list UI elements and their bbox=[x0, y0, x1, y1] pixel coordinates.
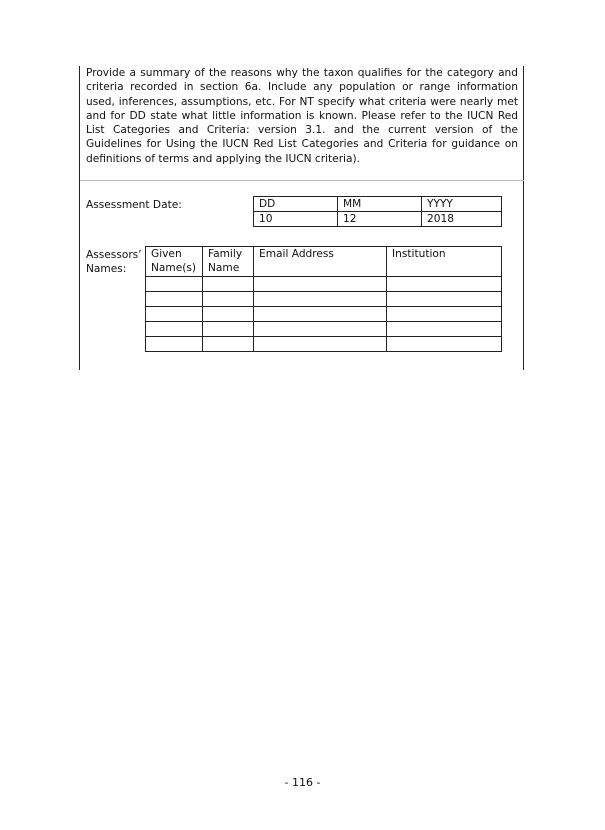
email-cell[interactable] bbox=[254, 277, 387, 292]
section-divider bbox=[80, 180, 524, 181]
date-header-yyyy: YYYY bbox=[422, 197, 502, 212]
assessment-date-table bbox=[253, 196, 502, 227]
family-name-cell[interactable] bbox=[203, 307, 254, 322]
date-value-dd[interactable]: 10 bbox=[254, 212, 338, 227]
email-cell[interactable] bbox=[254, 292, 387, 307]
assessors-label-line2: Names: bbox=[86, 263, 127, 275]
given-name-cell[interactable] bbox=[146, 277, 203, 292]
date-header-row bbox=[254, 197, 502, 212]
page-number: - 116 - bbox=[284, 776, 321, 789]
given-name-cell[interactable] bbox=[146, 292, 203, 307]
assessors-label-line1: Assessors’ bbox=[86, 249, 142, 261]
email-cell[interactable] bbox=[254, 307, 387, 322]
table-row bbox=[146, 277, 502, 292]
header-email-address: Email Address bbox=[254, 247, 387, 277]
given-name-cell[interactable] bbox=[146, 337, 203, 352]
family-name-cell[interactable] bbox=[203, 277, 254, 292]
header-given-name bbox=[146, 247, 203, 277]
header-family-name bbox=[203, 247, 254, 277]
header-family-name-line2: Name bbox=[208, 262, 240, 274]
institution-cell[interactable] bbox=[387, 277, 502, 292]
assessors-label bbox=[86, 248, 142, 276]
institution-cell[interactable] bbox=[387, 337, 502, 352]
institution-cell[interactable] bbox=[387, 322, 502, 337]
frame-right-border bbox=[523, 66, 524, 370]
header-given-name-line1: Given bbox=[151, 248, 182, 260]
date-header-mm: MM bbox=[338, 197, 422, 212]
institution-cell[interactable] bbox=[387, 292, 502, 307]
institution-cell[interactable] bbox=[387, 307, 502, 322]
family-name-cell[interactable] bbox=[203, 337, 254, 352]
date-header-dd: DD bbox=[254, 197, 338, 212]
family-name-cell[interactable] bbox=[203, 322, 254, 337]
table-row bbox=[146, 307, 502, 322]
given-name-cell[interactable] bbox=[146, 307, 203, 322]
table-row bbox=[146, 322, 502, 337]
family-name-cell[interactable] bbox=[203, 292, 254, 307]
assessors-table bbox=[145, 246, 502, 352]
date-value-yyyy[interactable]: 2018 bbox=[422, 212, 502, 227]
header-family-name-line1: Family bbox=[208, 248, 243, 260]
assessment-date-label: Assessment Date: bbox=[86, 199, 182, 211]
assessors-header-row bbox=[146, 247, 502, 277]
given-name-cell[interactable] bbox=[146, 322, 203, 337]
frame-left-border bbox=[79, 66, 80, 370]
header-institution: Institution bbox=[387, 247, 502, 277]
email-cell[interactable] bbox=[254, 322, 387, 337]
table-row bbox=[146, 292, 502, 307]
header-given-name-line2: Name(s) bbox=[151, 262, 197, 274]
date-value-row bbox=[254, 212, 502, 227]
email-cell[interactable] bbox=[254, 337, 387, 352]
table-row bbox=[146, 337, 502, 352]
date-value-mm[interactable]: 12 bbox=[338, 212, 422, 227]
summary-instructions: Provide a summary of the reasons why the taxon qualifies for the category and criteria recorded in section 6a. Include any population or range information used, inferences, assumptions, etc. For NT specify what criteria were nearly met and for DD state what little information is known. Please refer to the IUCN Red List Categories and Criteria: version 3.1. and the current version of the Guidelines for Using the IUCN Red List Categories and Criteria for guidance on definitions of terms and applying the IUCN criteria). bbox=[86, 67, 518, 165]
